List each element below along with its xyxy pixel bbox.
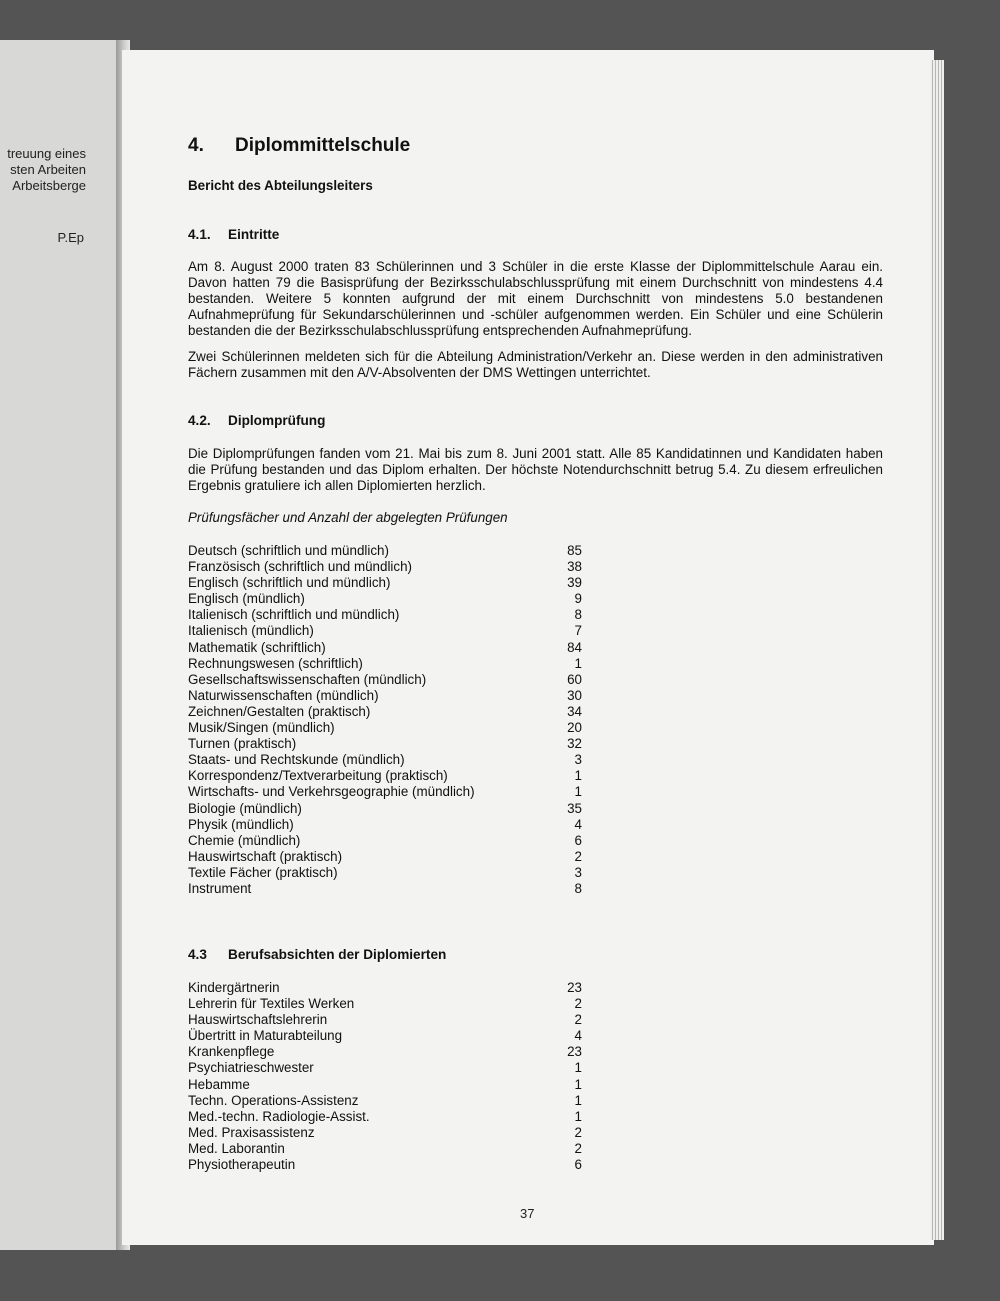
exam-count: 8 (574, 607, 582, 623)
section-heading-diplompruefung (188, 413, 325, 429)
facing-page (0, 40, 122, 1250)
table-row (188, 1044, 588, 1060)
table-row (188, 688, 588, 704)
exam-subject: Französisch (schriftlich und mündlich) (188, 559, 412, 575)
career-count: 2 (574, 996, 582, 1012)
exam-count: 20 (567, 720, 582, 736)
section-heading-berufsabsichten (188, 947, 446, 963)
exam-subject: Physik (mündlich) (188, 816, 294, 832)
career-name: Techn. Operations-Assistenz (188, 1092, 359, 1108)
table-row (188, 1109, 588, 1125)
table-row (188, 980, 588, 996)
paragraph-diplompruefung: Die Diplomprüfungen fanden vom 21. Mai bis zum 8. Juni 2001 statt. Alle 85 Kandidatinnen und Kandidaten haben die Prüfung bestanden und das Diplom erhalten. Der höchste Notendurchschnitt betrug 5.4. Zu diesem erfreulichen Ergebnis gratuliere ich allen Diplomierten herzlich. (188, 446, 883, 493)
exam-subject: Englisch (schriftlich und mündlich) (188, 575, 391, 591)
exam-count: 32 (567, 736, 582, 752)
career-name: Hauswirtschaftslehrerin (188, 1012, 328, 1028)
exam-count: 8 (574, 880, 582, 896)
exam-subject: Instrument (188, 880, 252, 896)
table-row (188, 543, 588, 559)
table-row (188, 801, 588, 817)
exam-subject: Naturwissenschaften (mündlich) (188, 687, 379, 703)
career-name: Krankenpflege (188, 1044, 275, 1060)
exam-subject: Italienisch (schriftlich und mündlich) (188, 607, 400, 623)
exam-subject: Korrespondenz/Textverarbeitung (praktisch) (188, 768, 448, 784)
table-row (188, 704, 588, 720)
page-edges (930, 60, 944, 1240)
career-name: Med.-techn. Radiologie-Assist. (188, 1108, 370, 1124)
section-number: 4.3 (188, 947, 207, 962)
exam-subject: Italienisch (mündlich) (188, 623, 314, 639)
facing-page-line: Arbeitsberge (12, 178, 86, 193)
exam-subject: Hauswirtschaft (praktisch) (188, 848, 343, 864)
career-count: 2 (574, 1140, 582, 1156)
table-row (188, 865, 588, 881)
facing-page-line: sten Arbeiten (10, 162, 86, 177)
exam-count: 35 (567, 800, 582, 816)
section-heading-eintritte (188, 227, 279, 243)
table-row (188, 1077, 588, 1093)
exam-subject: Englisch (mündlich) (188, 591, 305, 607)
exam-subject: Musik/Singen (mündlich) (188, 720, 335, 736)
exam-count: 7 (574, 623, 582, 639)
exam-subject: Chemie (mündlich) (188, 832, 301, 848)
career-name: Hebamme (188, 1076, 250, 1092)
section-title: Berufsabsichten der Diplomierten (228, 947, 447, 962)
chapter-heading (188, 135, 411, 156)
table-row (188, 623, 588, 639)
exam-subject: Textile Fächer (praktisch) (188, 864, 338, 880)
career-name: Kindergärtnerin (188, 980, 280, 995)
career-count: 23 (567, 1044, 582, 1060)
exam-count: 85 (567, 543, 582, 558)
exam-count: 34 (567, 703, 582, 719)
career-count: 23 (567, 980, 582, 995)
table-row (188, 849, 588, 865)
table-row (188, 607, 588, 623)
exam-subject: Mathematik (schriftlich) (188, 639, 326, 655)
table-row (188, 752, 588, 768)
exam-subject: Wirtschafts- und Verkehrsgeographie (mündlich) (188, 784, 475, 800)
exam-count: 84 (567, 639, 582, 655)
career-count: 1 (574, 1092, 582, 1108)
table-row (188, 833, 588, 849)
exam-subject: Turnen (praktisch) (188, 736, 297, 752)
career-count: 2 (574, 1012, 582, 1028)
exam-count: 3 (574, 752, 582, 768)
career-count: 4 (574, 1028, 582, 1044)
exam-count: 30 (567, 687, 582, 703)
career-name: Lehrerin für Textiles Werken (188, 996, 355, 1012)
table-row (188, 768, 588, 784)
exam-count: 38 (567, 559, 582, 575)
career-name: Physiotherapeutin (188, 1157, 296, 1173)
page-number: 37 (520, 1206, 535, 1221)
exam-table (188, 543, 588, 897)
table-row (188, 1093, 588, 1109)
career-count: 6 (574, 1157, 582, 1173)
table-row (188, 1157, 588, 1173)
career-name: Psychiatrieschwester (188, 1060, 314, 1076)
table-row (188, 720, 588, 736)
chapter-title: Diplommittelschule (235, 135, 411, 156)
exam-count: 39 (567, 575, 582, 591)
career-name: Med. Laborantin (188, 1140, 285, 1156)
exam-count: 4 (574, 816, 582, 832)
table-row (188, 1141, 588, 1157)
exam-subject: Gesellschaftswissenschaften (mündlich) (188, 671, 427, 687)
career-count: 2 (574, 1124, 582, 1140)
table-row (188, 996, 588, 1012)
exam-count: 6 (574, 832, 582, 848)
table-row (188, 1125, 588, 1141)
exam-subject: Staats- und Rechtskunde (mündlich) (188, 752, 405, 768)
table-row (188, 736, 588, 752)
section-number: 4.2. (188, 413, 211, 428)
career-table (188, 980, 588, 1173)
exam-subject: Rechnungswesen (schriftlich) (188, 655, 363, 671)
table-row (188, 1028, 588, 1044)
table-row (188, 784, 588, 800)
section-title: Eintritte (228, 227, 280, 242)
table-row (188, 591, 588, 607)
section-number: 4.1. (188, 227, 211, 242)
exam-count: 1 (574, 768, 582, 784)
exam-subject: Biologie (mündlich) (188, 800, 302, 816)
exam-subject: Deutsch (schriftlich und mündlich) (188, 543, 389, 558)
paragraph-administration: Zwei Schülerinnen meldeten sich für die Abteilung Administration/Verkehr an. Diese werden in den administrativen Fächern zusammen mit den A/V-Absolventen der DMS Wettingen unterrichtet. (188, 349, 883, 380)
table-row (188, 575, 588, 591)
exam-count: 60 (567, 671, 582, 687)
career-name: Med. Praxisassistenz (188, 1124, 315, 1140)
exam-count: 9 (574, 591, 582, 607)
exam-subject: Zeichnen/Gestalten (praktisch) (188, 703, 371, 719)
exam-count: 1 (574, 655, 582, 671)
table-row (188, 656, 588, 672)
career-count: 1 (574, 1108, 582, 1124)
table-row (188, 672, 588, 688)
exam-count: 3 (574, 864, 582, 880)
facing-page-line: treuung eines (7, 146, 86, 161)
table-row (188, 881, 588, 897)
exam-count: 2 (574, 848, 582, 864)
report-subtitle: Bericht des Abteilungsleiters (188, 178, 373, 193)
chapter-number: 4. (188, 135, 204, 156)
table-row (188, 1060, 588, 1076)
exam-table-caption: Prüfungsfächer und Anzahl der abgelegten Prüfungen (188, 510, 508, 525)
section-title: Diplomprüfung (228, 413, 326, 428)
career-name: Übertritt in Maturabteilung (188, 1028, 343, 1044)
facing-page-signature: P.Ep (57, 230, 84, 245)
exam-count: 1 (574, 784, 582, 800)
paragraph-eintritte: Am 8. August 2000 traten 83 Schülerinnen und 3 Schüler in die erste Klasse der Diplommittelschule Aarau ein. Davon hatten 79 die Basisprüfung der Bezirksschulabschlussprüfung mit einem Durchschnitt von mindestens 4.4 bestanden. Weitere 5 konnten aufgrund der mit einem Durchschnitt von mindestens 5.0 bestandenen Aufnahmeprüfung für Sekundarschülerinnen und -schüler aufgenommen werden. Ein Schüler und eine Schülerin bestanden die der Bezirksschulabschlussprüfung entsprechenden Aufnahmeprüfung. (188, 259, 883, 338)
table-row (188, 1012, 588, 1028)
table-row (188, 817, 588, 833)
career-count: 1 (574, 1076, 582, 1092)
table-row (188, 640, 588, 656)
career-count: 1 (574, 1060, 582, 1076)
table-row (188, 559, 588, 575)
